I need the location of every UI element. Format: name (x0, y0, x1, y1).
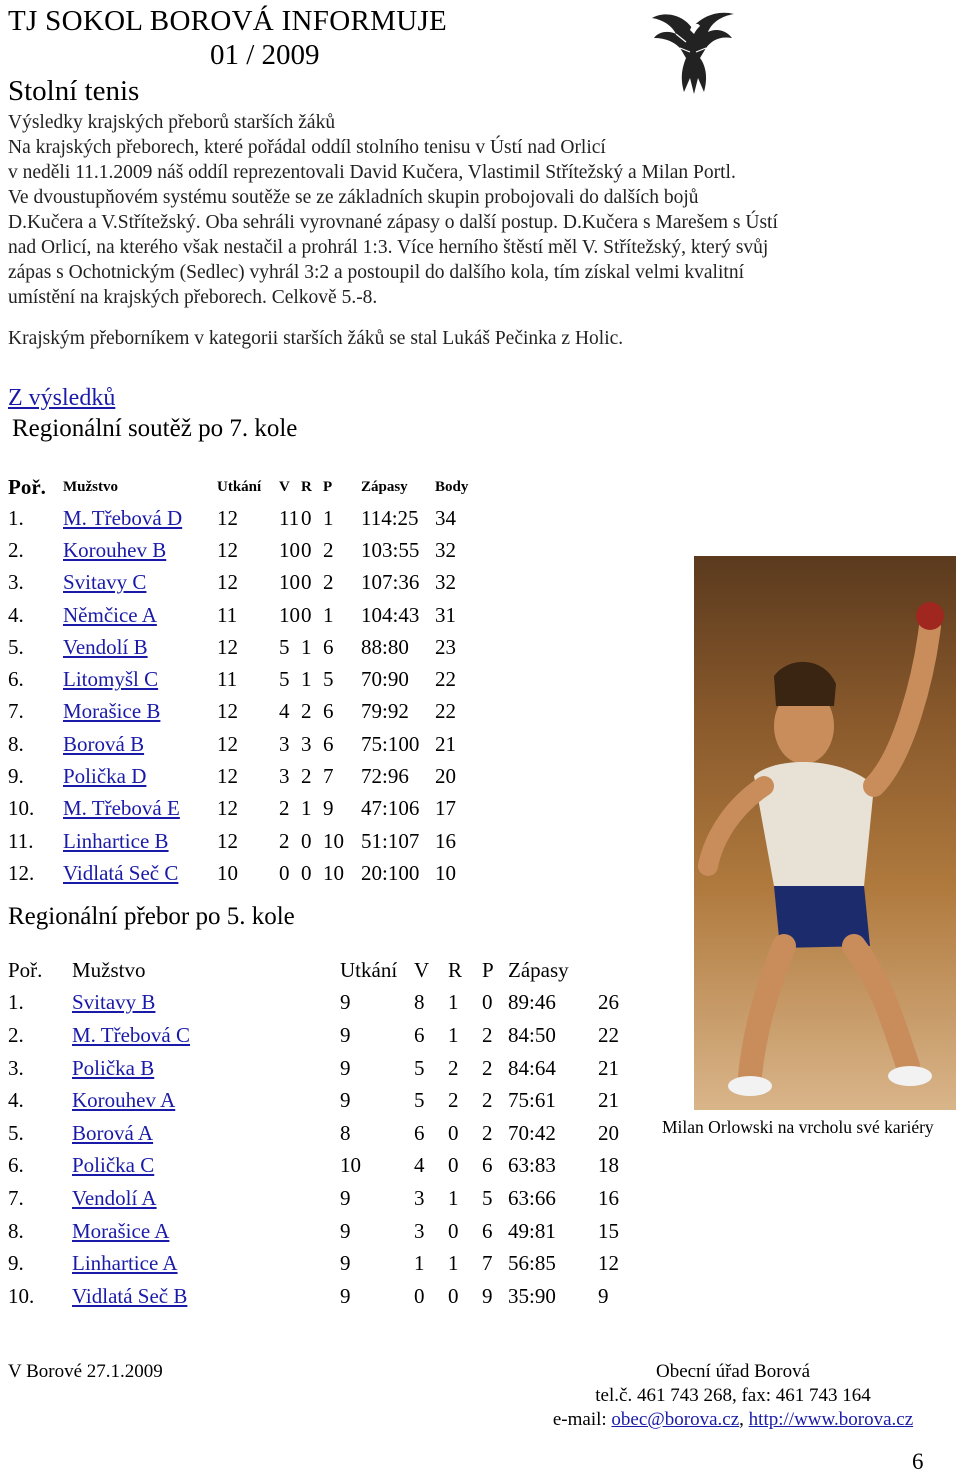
table-cell: 10. (8, 1283, 35, 1308)
team-link[interactable]: Korouhev B (63, 537, 167, 562)
article-text (8, 110, 938, 310)
table-cell: 84:64 (508, 1055, 556, 1080)
table-row (8, 1150, 638, 1183)
table-cell: 3 (279, 731, 290, 756)
table-cell: 7 (482, 1251, 493, 1276)
results-link[interactable]: Z výsledků (8, 385, 116, 411)
email-link[interactable]: obec@borova.cz (611, 1409, 740, 1430)
table-cell: 9 (340, 1218, 351, 1243)
table-cell: 2 (279, 828, 290, 853)
column-header: Utkání (217, 478, 262, 495)
table-cell: 11 (279, 505, 300, 530)
table-cell: 3 (414, 1218, 425, 1243)
table-cell: 75:61 (508, 1088, 556, 1113)
standings-table-2 (8, 954, 638, 1313)
table-cell: 9 (340, 990, 351, 1015)
table-row (8, 1247, 638, 1280)
table-cell: 72:96 (361, 764, 409, 789)
table-cell: 1. (8, 505, 24, 530)
column-header: V (279, 478, 290, 495)
team-link[interactable]: Korouhev A (72, 1088, 176, 1113)
table-cell: 5 (323, 667, 334, 692)
table-cell: 2. (8, 1022, 24, 1047)
table-cell: 2 (482, 1088, 493, 1113)
table-cell: 12 (217, 505, 238, 530)
table-cell: 1 (323, 505, 334, 530)
contact-block (528, 1360, 938, 1432)
table-cell: 21 (598, 1088, 619, 1113)
table-cell: 5. (8, 1120, 24, 1145)
table-row (8, 663, 481, 695)
table-cell: 0 (301, 602, 312, 627)
table-cell: 1 (301, 634, 312, 659)
table-cell: 5 (279, 634, 290, 659)
team-link[interactable]: Linhartice B (63, 828, 169, 853)
table-cell: 21 (598, 1055, 619, 1080)
table-cell: 23 (435, 634, 456, 659)
player-silhouette-icon (694, 556, 956, 1110)
table-cell: 5 (414, 1088, 425, 1113)
team-link[interactable]: Vidlatá Seč C (63, 860, 179, 885)
photo-caption: Milan Orlowski na vrcholu své kariéry (662, 1117, 934, 1137)
column-header: V (414, 957, 430, 982)
table-cell: 34 (435, 505, 456, 530)
table-cell: 2 (323, 537, 334, 562)
table-cell: 22 (598, 1022, 619, 1047)
table-row (8, 1117, 638, 1150)
table-cell: 20 (435, 764, 456, 789)
table-cell: 31 (435, 602, 456, 627)
table-cell: 3. (8, 570, 24, 595)
table-row (8, 1019, 638, 1052)
table-row (8, 760, 481, 792)
team-link[interactable]: Vendolí A (72, 1185, 157, 1210)
table-cell: 0 (414, 1283, 425, 1308)
team-link[interactable]: Vidlatá Seč B (72, 1283, 188, 1308)
table-cell: 2 (279, 796, 290, 821)
team-link[interactable]: Morašice A (72, 1218, 170, 1243)
table-cell: 9 (482, 1283, 493, 1308)
table-row (8, 857, 481, 889)
champion-note: Krajským přeborníkem v kategorii starších žáků se stal Lukáš Pečinka z Holic. (8, 328, 624, 349)
table-cell: 8 (414, 990, 425, 1015)
table-cell: 10 (323, 860, 344, 885)
table-cell: 49:81 (508, 1218, 556, 1243)
table-cell: 17 (435, 796, 456, 821)
standings-table-1 (8, 472, 481, 890)
table-cell: 2 (301, 764, 312, 789)
table-header-row (8, 954, 638, 987)
table-cell: 12 (217, 764, 238, 789)
table-cell: 79:92 (361, 699, 409, 724)
team-link[interactable]: Vendolí B (63, 634, 148, 659)
table-cell: 12 (217, 828, 238, 853)
table-cell: 2 (448, 1088, 459, 1113)
table-cell: 103:55 (361, 537, 420, 562)
table-cell: 63:66 (508, 1185, 556, 1210)
table-row (8, 1215, 638, 1248)
table-cell: 89:46 (508, 990, 556, 1015)
article-line: D.Kučera a V.Střítežský. Oba sehráli vyrovnané zápasy o další postup. D.Kučera s Marešem s Ústí (8, 212, 778, 233)
table-cell: 10 (279, 537, 300, 562)
column-header: Utkání (340, 957, 398, 982)
table-cell: 21 (435, 731, 456, 756)
table-cell: 6 (323, 731, 334, 756)
table-cell: 9 (340, 1022, 351, 1047)
table-cell: 3 (301, 731, 312, 756)
article-line: v neděli 11.1.2009 náš oddíl reprezentovali David Kučera, Vlastimil Střítežský a Milan Portl. (8, 162, 736, 183)
table-cell: 8. (8, 731, 24, 756)
table-cell: 1 (301, 667, 312, 692)
article-line: Výsledky krajských přeborů starších žáků (8, 112, 336, 133)
table-cell: 0 (448, 1153, 459, 1178)
team-link[interactable]: Svitavy B (72, 990, 156, 1015)
table-cell: 9. (8, 764, 24, 789)
org-title: TJ SOKOL BOROVÁ INFORMUJE (8, 5, 448, 37)
table-cell: 10. (8, 796, 35, 821)
table-row (8, 793, 481, 825)
table-cell: 1 (448, 1251, 459, 1276)
table-cell: 7. (8, 699, 24, 724)
table-cell: 8. (8, 1218, 24, 1243)
table-row (8, 728, 481, 760)
table-cell: 8 (340, 1120, 351, 1145)
table-cell: 0 (448, 1120, 459, 1145)
table-cell: 5 (414, 1055, 425, 1080)
table-cell: 0 (448, 1283, 459, 1308)
table-cell: 3 (414, 1185, 425, 1210)
table-cell: 22 (435, 667, 456, 692)
table-cell: 4 (279, 699, 290, 724)
table-row (8, 534, 481, 566)
table-cell: 1 (448, 1022, 459, 1047)
team-link[interactable]: Litomyšl C (63, 667, 159, 692)
page-number: 6 (912, 1449, 924, 1474)
table-cell: 20 (598, 1120, 619, 1145)
team-link[interactable]: Morašice B (63, 699, 161, 724)
player-photo (694, 556, 956, 1110)
table-cell: 15 (598, 1218, 619, 1243)
table-cell: 16 (598, 1185, 619, 1210)
table-cell: 6 (323, 699, 334, 724)
table-cell: 11. (8, 828, 34, 853)
article-line: Na krajských přeborech, které pořádal oddíl stolního tenisu v Ústí nad Orlicí (8, 137, 606, 158)
table-row (8, 825, 481, 857)
table-row (8, 1084, 638, 1117)
table-cell: 11 (217, 602, 238, 627)
table-cell: 63:83 (508, 1153, 556, 1178)
table-cell: 26 (598, 990, 619, 1015)
table-cell: 4. (8, 1088, 24, 1113)
table-cell: 18 (598, 1153, 619, 1178)
table-cell: 6 (482, 1218, 493, 1243)
table-cell: 1 (448, 990, 459, 1015)
table2-title: Regionální přebor po 5. kole (8, 903, 295, 930)
table-cell: 6. (8, 1153, 24, 1178)
table-cell: 2 (482, 1120, 493, 1145)
office-name: Obecní úřad Borová (655, 1361, 811, 1382)
table-cell: 9 (340, 1055, 351, 1080)
table-cell: 1. (8, 990, 24, 1015)
table-cell: 1 (414, 1251, 425, 1276)
table-cell: 9 (340, 1185, 351, 1210)
team-link[interactable]: Borová A (72, 1120, 154, 1145)
table-cell: 47:106 (361, 796, 420, 821)
section-title: Stolní tenis (8, 75, 140, 107)
table-cell: 12 (217, 537, 238, 562)
table-cell: 5. (8, 634, 24, 659)
table-cell: 0 (301, 860, 312, 885)
table-cell: 2 (323, 570, 334, 595)
table-row (8, 1280, 638, 1313)
table-cell: 16 (435, 828, 456, 853)
table-cell: 9. (8, 1251, 24, 1276)
table-cell: 2 (482, 1022, 493, 1047)
separator: , (739, 1409, 749, 1430)
table-cell: 32 (435, 570, 456, 595)
table-row (8, 502, 481, 534)
article-line: umístění na krajských přeborech. Celkově 5.-8. (8, 287, 378, 308)
table-cell: 0 (301, 505, 312, 530)
table-row (8, 696, 481, 728)
column-header: P (482, 957, 494, 982)
table-cell: 6 (323, 634, 334, 659)
eagle-logo-icon (646, 8, 738, 100)
table-cell: 9 (598, 1283, 609, 1308)
column-header: Zápasy (361, 478, 408, 495)
table-row (8, 631, 481, 663)
table-cell: 6 (414, 1022, 425, 1047)
table-cell: 10 (340, 1153, 361, 1178)
table-cell: 51:107 (361, 828, 420, 853)
table-cell: 2 (301, 699, 312, 724)
table-cell: 3. (8, 1055, 24, 1080)
table-cell: 0 (279, 860, 290, 885)
table-cell: 10 (279, 602, 300, 627)
table-row (8, 567, 481, 599)
team-link[interactable]: Svitavy C (63, 570, 147, 595)
table-cell: 5 (279, 667, 290, 692)
table-row (8, 1052, 638, 1085)
table-cell: 6 (414, 1120, 425, 1145)
table-cell: 88:80 (361, 634, 409, 659)
table-cell: 6 (482, 1153, 493, 1178)
team-link[interactable]: M. Třebová D (63, 505, 183, 530)
team-link[interactable]: Polička B (72, 1055, 155, 1080)
column-header: Mužstvo (72, 957, 146, 982)
email-label: e-mail: (552, 1409, 612, 1430)
team-link[interactable]: Linhartice A (72, 1251, 178, 1276)
table-cell: 9 (340, 1088, 351, 1113)
table-cell: 9 (340, 1283, 351, 1308)
table-cell: 9 (323, 796, 334, 821)
table-header-row (8, 472, 481, 502)
table-cell: 2 (448, 1055, 459, 1080)
team-link[interactable]: Němčice A (63, 602, 157, 627)
table-cell: 104:43 (361, 602, 420, 627)
table-cell: 20:100 (361, 860, 420, 885)
team-link[interactable]: Polička D (63, 764, 147, 789)
table1-title: Regionální soutěž po 7. kole (12, 415, 298, 442)
article-line: Ve dvoustupňovém systému soutěže se ze základních skupin probojovali do dalších bojů (8, 187, 699, 208)
table-cell: 2 (482, 1055, 493, 1080)
table-cell: 7. (8, 1185, 24, 1210)
table-row (8, 987, 638, 1020)
table-cell: 0 (301, 570, 312, 595)
table-cell: 75:100 (361, 731, 420, 756)
article-line: zápas s Ochotnickým (Sedlec) vyhrál 3:2 a postoupil do dalšího kola, tím získal velmi kvalitní (8, 262, 744, 283)
table-cell: 0 (301, 828, 312, 853)
column-header: R (301, 478, 312, 495)
table-cell: 10 (435, 860, 456, 885)
table-cell: 70:90 (361, 667, 409, 692)
team-link[interactable]: Polička C (72, 1153, 155, 1178)
column-header: Poř. (8, 474, 46, 499)
table-cell: 11 (217, 667, 238, 692)
table-cell: 32 (435, 537, 456, 562)
table-cell: 107:36 (361, 570, 420, 595)
table-cell: 4 (414, 1153, 425, 1178)
team-link[interactable]: Borová B (63, 731, 145, 756)
table-row (8, 1182, 638, 1215)
website-link[interactable]: http://www.borova.cz (748, 1409, 914, 1430)
table-cell: 0 (482, 990, 493, 1015)
table-cell: 5 (482, 1185, 493, 1210)
table-cell: 12 (217, 570, 238, 595)
table-cell: 84:50 (508, 1022, 556, 1047)
article-line: nad Orlicí, na kterého však nestačil a prohrál 1:3. Více herního štěstí měl V. Střítežský, který svůj (8, 237, 769, 258)
table-cell: 7 (323, 764, 334, 789)
table-cell: 10 (279, 570, 300, 595)
table-cell: 12 (217, 699, 238, 724)
table-cell: 10 (217, 860, 238, 885)
column-header: Zápasy (508, 957, 569, 982)
table-cell: 12 (217, 731, 238, 756)
table-cell: 4. (8, 602, 24, 627)
column-header: Poř. (8, 957, 43, 982)
table-cell: 12. (8, 860, 35, 885)
place-date: V Borové 27.1.2009 (8, 1361, 163, 1382)
table-cell: 35:90 (508, 1283, 556, 1308)
table-cell: 6. (8, 667, 24, 692)
column-header: Mužstvo (63, 478, 118, 495)
table-cell: 2. (8, 537, 24, 562)
table-cell: 0 (301, 537, 312, 562)
table-cell: 12 (217, 634, 238, 659)
email-web-line (528, 1408, 938, 1432)
table-cell: 10 (323, 828, 344, 853)
column-header: Body (435, 478, 469, 495)
table-cell: 1 (323, 602, 334, 627)
table-cell: 1 (301, 796, 312, 821)
table-cell: 56:85 (508, 1251, 556, 1276)
phone-fax: tel.č. 461 743 268, fax: 461 743 164 (595, 1385, 871, 1406)
table-cell: 9 (340, 1251, 351, 1276)
table-cell: 22 (435, 699, 456, 724)
issue-number: 01 / 2009 (210, 39, 320, 71)
table-cell: 114:25 (361, 505, 419, 530)
team-link[interactable]: M. Třebová C (72, 1022, 191, 1047)
table-cell: 0 (448, 1218, 459, 1243)
table-cell: 70:42 (508, 1120, 556, 1145)
column-header: R (448, 957, 463, 982)
table-row (8, 599, 481, 631)
table-cell: 1 (448, 1185, 459, 1210)
table-cell: 3 (279, 764, 290, 789)
column-header: P (323, 478, 333, 495)
team-link[interactable]: M. Třebová E (63, 796, 180, 821)
table-cell: 12 (217, 796, 238, 821)
table-cell: 12 (598, 1251, 619, 1276)
